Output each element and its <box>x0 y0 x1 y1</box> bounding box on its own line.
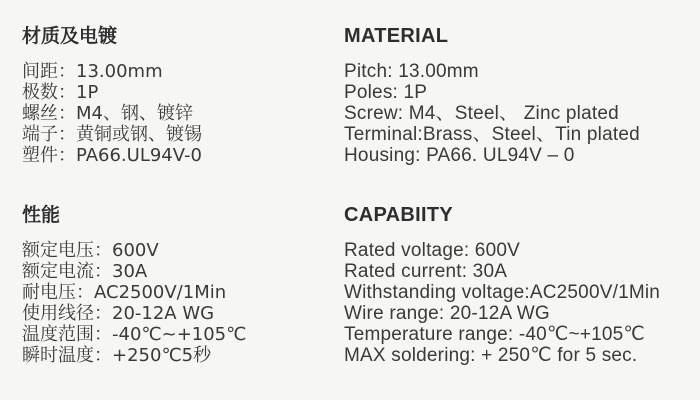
chinese-spec-column <box>22 24 246 366</box>
english-wire-range-row: Wire range: 20-12A WG <box>344 303 550 324</box>
english-temperature-range-row: Temperature range: -40℃~+105℃ <box>344 324 645 345</box>
english-pitch-row: Pitch: 13.00mm <box>344 61 479 82</box>
english-capability-section <box>344 203 660 366</box>
chinese-material-section <box>22 24 246 166</box>
english-poles-row: Poles: 1P <box>344 82 428 103</box>
chinese-pitch-row: 间距：13.00mm <box>22 61 163 82</box>
chinese-temperature-range-row: 温度范围：-40℃~+105℃ <box>22 324 247 345</box>
english-rated-voltage-row: Rated voltage: 600V <box>344 240 520 261</box>
english-capability-heading: CAPABIITY <box>344 204 453 226</box>
english-material-heading: MATERIAL <box>344 25 449 47</box>
chinese-capability-heading: 性能 <box>22 204 61 226</box>
english-spec-column <box>344 24 660 366</box>
chinese-screw-row: 螺丝：M4、钢、镀锌 <box>22 103 193 124</box>
english-soldering-row: MAX soldering: + 250℃ for 5 sec. <box>344 345 638 366</box>
chinese-rated-current-row: 额定电流：30A <box>22 261 148 282</box>
chinese-soldering-row: 瞬时温度：+250℃5秒 <box>22 345 212 366</box>
english-material-section <box>344 24 660 166</box>
chinese-terminal-row: 端子：黄铜或钢、镀锡 <box>22 124 202 145</box>
english-rated-current-row: Rated current: 30A <box>344 261 508 282</box>
chinese-rated-voltage-row: 额定电压：600V <box>22 240 159 261</box>
chinese-capability-section <box>22 203 246 366</box>
english-terminal-row: Terminal:Brass、Steel、Tin plated <box>344 124 640 145</box>
english-screw-row: Screw: M4、Steel、 Zinc plated <box>344 103 619 124</box>
english-housing-row: Housing: PA66. UL94V – 0 <box>344 145 575 166</box>
chinese-housing-row: 塑件：PA66.UL94V-0 <box>22 145 202 166</box>
english-withstanding-voltage-row: Withstanding voltage:AC2500V/1Min <box>344 282 661 303</box>
chinese-material-heading: 材质及电镀 <box>22 25 118 47</box>
chinese-withstanding-voltage-row: 耐电压：AC2500V/1Min <box>22 282 227 303</box>
chinese-poles-row: 极数：1P <box>22 82 99 103</box>
chinese-wire-range-row: 使用线径：20-12A WG <box>22 303 215 324</box>
